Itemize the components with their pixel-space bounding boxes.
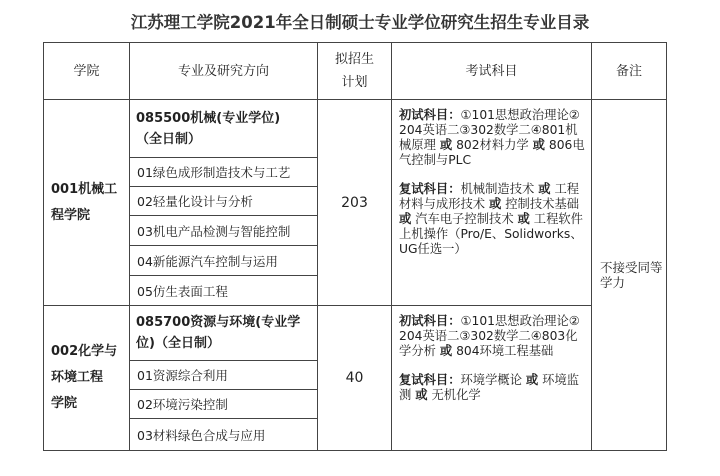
retest-exam-label: 复试科目：	[399, 373, 461, 387]
retest-text: 控制技术基础	[505, 197, 580, 211]
major-cell	[130, 100, 318, 158]
retest-text: 无机化学	[431, 388, 481, 402]
table-row	[44, 306, 667, 361]
college-name-line: 程学院	[51, 207, 91, 223]
header-plan	[318, 43, 392, 100]
plan-cell: 40	[318, 306, 392, 451]
major-name-line: 085500机械(专业学位)	[136, 110, 281, 126]
retest-exam-label: 复试科目：	[399, 182, 461, 196]
direction-cell: 03机电产品检测与智能控制	[130, 216, 318, 246]
direction-cell: 01绿色成形制造技术与工艺	[130, 158, 318, 187]
or-word: 或	[399, 212, 412, 226]
retest-text: 环境监测	[399, 373, 580, 402]
header-row	[44, 43, 667, 100]
or-word: 或	[439, 138, 453, 152]
retest-text: 环境学概论	[460, 373, 522, 387]
initial-exam-label: 初试科目：	[399, 314, 461, 328]
direction-cell: 05仿生表面工程	[130, 276, 318, 306]
initial-exam-text: 802材料力学	[456, 138, 529, 152]
college-name-line: 002化学与	[51, 344, 118, 359]
retest-exam	[399, 182, 585, 257]
plan-cell: 203	[318, 100, 392, 306]
initial-exam	[399, 314, 585, 359]
or-word: 或	[415, 388, 428, 402]
exam-cell	[392, 100, 592, 306]
major-name-line: 085700资源与环境(专业学	[136, 315, 301, 330]
major-name-line: 位)（全日制）	[136, 336, 220, 351]
header-college: 学院	[44, 43, 130, 100]
initial-exam-text: 806电气控制与PLC	[399, 138, 585, 167]
direction-cell: 02轻量化设计与分析	[130, 187, 318, 216]
header-plan-line1: 拟招生	[334, 52, 374, 67]
or-word: 或	[538, 182, 551, 196]
college-cell	[44, 100, 130, 306]
college-name-line: 学院	[51, 396, 78, 411]
retest-text: 工程软件上机操作（Pro/E、Solidworks、UG任选一）	[399, 212, 583, 256]
page-title: 江苏理工学院2021年全日制硕士专业学位研究生招生专业目录	[130, 13, 590, 32]
or-word: 或	[532, 138, 545, 152]
direction-cell: 01资源综合利用	[130, 361, 318, 390]
college-cell	[44, 306, 130, 451]
or-word: 或	[439, 344, 453, 358]
or-word: 或	[525, 373, 539, 387]
initial-exam-label: 初试科目：	[399, 108, 461, 122]
initial-exam-text: ①101思想政治理论②204英语二③302数学二④803化学分析	[399, 314, 580, 358]
exam-cell	[392, 306, 592, 451]
header-note: 备注	[592, 43, 667, 100]
header-exam: 考试科目	[392, 43, 592, 100]
direction-cell: 04新能源汽车控制与运用	[130, 246, 318, 276]
retest-exam	[399, 373, 585, 403]
initial-exam-text: ①101思想政治理论②204英语二③302数学二④801机械原理	[399, 108, 580, 152]
retest-text: 汽车电子控制技术	[415, 212, 514, 226]
direction-cell: 03材料绿色合成与应用	[130, 419, 318, 451]
header-plan-line2: 计划	[341, 75, 368, 90]
major-name-line: （全日制）	[136, 131, 202, 147]
retest-text: 工程材料与成形技术	[399, 182, 580, 211]
or-word: 或	[489, 197, 502, 211]
direction-cell: 02环境污染控制	[130, 390, 318, 419]
initial-exam	[399, 108, 585, 168]
college-name-line: 001机械工	[51, 181, 118, 197]
major-cell	[130, 306, 318, 361]
initial-exam-text: 804环境工程基础	[456, 344, 554, 358]
table-row	[44, 100, 667, 158]
college-name-line: 环境工程	[51, 370, 104, 385]
retest-text: 机械制造技术	[460, 182, 535, 196]
or-word: 或	[517, 212, 530, 226]
catalog-table	[43, 42, 667, 451]
note-cell: 不接受同等学力	[592, 100, 667, 451]
header-major: 专业及研究方向	[130, 43, 318, 100]
